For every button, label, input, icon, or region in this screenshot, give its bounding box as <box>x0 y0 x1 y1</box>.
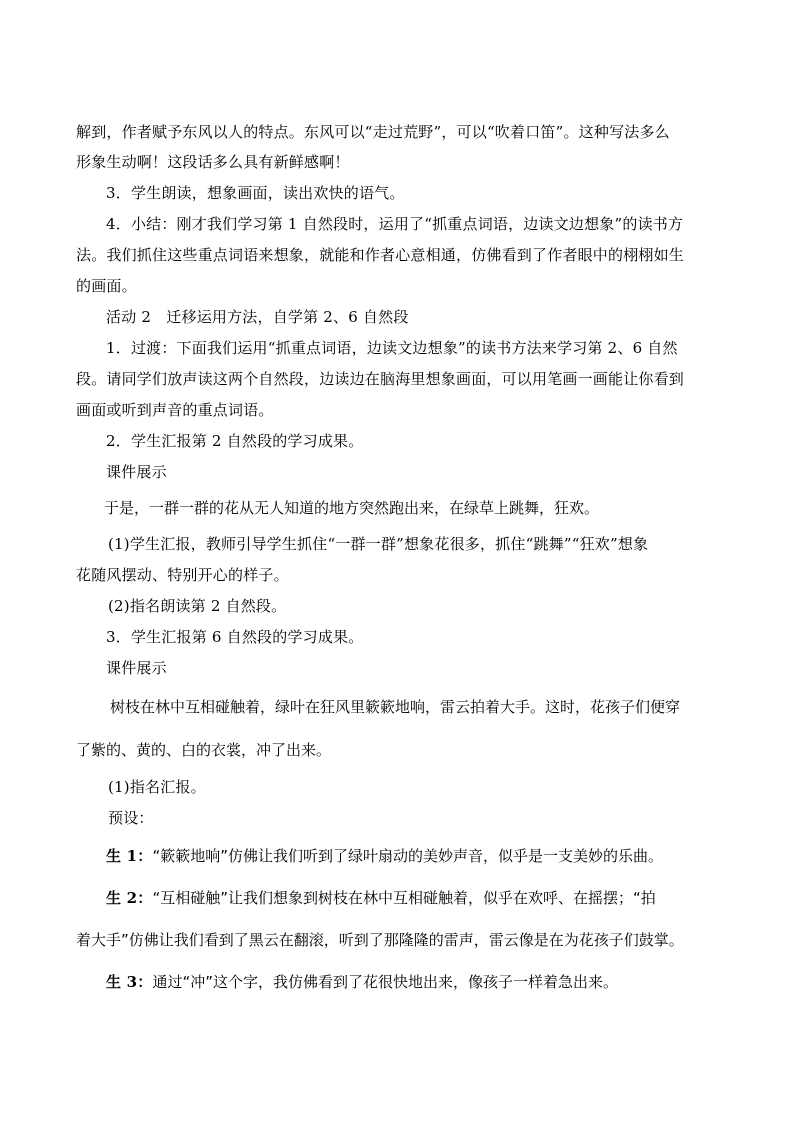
summary-line-3: 的画面。 <box>76 277 137 295</box>
step-3-line: 3．学生朗读，想象画面，读出欢快的语气。 <box>106 184 405 202</box>
courseware-quote-2-line-2: 了紫的、黄的、白的衣裳，冲了出来。 <box>76 741 332 759</box>
courseware-quote-1: 于是，一群一群的花从无人知道的地方突然跑出来，在绿草上跳舞，狂欢。 <box>104 499 600 517</box>
student-2-label: 生 2： <box>106 889 153 907</box>
student-3-response <box>106 972 618 992</box>
student-3-label: 生 3： <box>106 973 153 991</box>
activity-2-heading: 活动 2 迁移运用方法，自学第 2、6 自然段 <box>106 308 409 326</box>
student-1-response <box>106 846 663 866</box>
transition-line-1: 1．过渡：下面我们运用“抓重点词语，边读文边想象”的读书方法来学习第 2、6 自然 <box>106 339 678 357</box>
named-report-line: (1)指名汇报。 <box>108 778 206 796</box>
paragraph-line-2: 形象生动啊！这段话多么具有新鲜感啊！ <box>76 153 350 171</box>
student-2-response <box>106 888 656 908</box>
transition-line-3: 画面或听到声音的重点词语。 <box>76 401 274 419</box>
preset-label: 预设： <box>108 809 154 827</box>
report-paragraph-2-line: 2．学生汇报第 2 自然段的学习成果。 <box>106 432 364 450</box>
guidance-line-1: (1)学生汇报，教师引导学生抓住“一群一群”想象花很多，抓住“跳舞”“狂欢”想象 <box>108 535 649 553</box>
read-aloud-line: (2)指名朗读第 2 自然段。 <box>108 597 287 615</box>
courseware-label-2: 课件展示 <box>106 659 167 677</box>
paragraph-line-1: 解到，作者赋予东风以人的特点。东风可以“走过荒野”，可以“吹着口笛”。这种写法多么 <box>76 123 670 141</box>
guidance-line-2: 花随风摆动、特别开心的样子。 <box>76 566 289 584</box>
summary-line-2: 法。我们抓住这些重点词语来想象，就能和作者心意相通，仿佛看到了作者眼中的栩栩如生 <box>76 246 685 264</box>
student-3-text: 通过“冲”这个字，我仿佛看到了花很快地出来，像孩子一样着急出来。 <box>152 973 619 991</box>
summary-line-1: 4．小结：刚才我们学习第 1 自然段时，运用了“抓重点词语，边读文边想象”的读书方 <box>106 215 684 233</box>
student-1-label: 生 1： <box>106 847 153 865</box>
courseware-quote-2-line-1: 树枝在林中互相碰触着，绿叶在狂风里簌簌地响，雷云拍着大手。这时，花孩子们便穿 <box>110 698 681 716</box>
transition-line-2: 段。请同学们放声读这两个自然段，边读边在脑海里想象画面，可以用笔画一画能让你看到 <box>76 370 685 388</box>
report-paragraph-6-line: 3．学生汇报第 6 自然段的学习成果。 <box>106 628 364 646</box>
student-2-text: “互相碰触”让我们想象到树枝在林中互相碰触着，似乎在欢呼、在摇摆；“拍 <box>152 889 656 907</box>
student-1-text: “簌簌地响”仿佛让我们听到了绿叶扇动的美妙声音，似乎是一支美妙的乐曲。 <box>152 847 664 865</box>
student-2-continuation: 着大手”仿佛让我们看到了黑云在翻滚，听到了那隆隆的雷声，雷云像是在为花孩子们鼓掌。 <box>76 931 684 949</box>
courseware-label-1: 课件展示 <box>106 463 167 481</box>
